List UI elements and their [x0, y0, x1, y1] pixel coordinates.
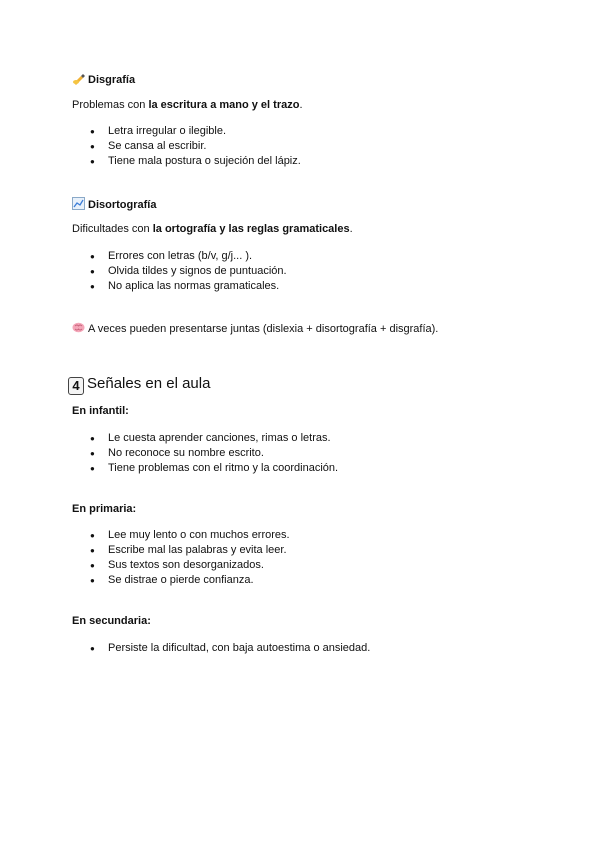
section-title: Señales en el aula — [87, 375, 211, 392]
brain-icon — [72, 321, 85, 334]
chart-icon — [72, 197, 85, 210]
list-item: ● Se cansa al escribir. — [90, 139, 301, 154]
desc-bold: la escritura a mano y el trazo — [148, 99, 300, 111]
list-item: ● Persiste la dificultad, con baja autoestima o ansiedad. — [90, 641, 370, 656]
disgrafia-title: Disgrafía — [88, 74, 136, 86]
disortografia-title: Disortografía — [88, 199, 157, 211]
secundaria-heading: En secundaria: — [72, 615, 151, 627]
list-item: ● Letra irregular o ilegible. — [90, 124, 301, 139]
keycap-number-icon: 4 — [68, 377, 84, 395]
desc-text-end: . — [299, 99, 303, 111]
combined-note — [72, 321, 438, 335]
disgrafia-heading — [72, 72, 135, 86]
disortografia-list — [90, 249, 287, 294]
disgrafia-list — [90, 124, 301, 169]
list-item: ● Escribe mal las palabras y evita leer. — [90, 543, 290, 558]
list-item: ● No reconoce su nombre escrito. — [90, 446, 338, 461]
disgrafia-description — [72, 99, 303, 111]
desc-bold: la ortografía y las reglas gramaticales — [152, 223, 350, 235]
list-item: ● Le cuesta aprender canciones, rimas o letras. — [90, 431, 338, 446]
infantil-heading: En infantil: — [72, 405, 129, 417]
list-item: ● No aplica las normas gramaticales. — [90, 279, 287, 294]
desc-text: Dificultades con — [72, 223, 153, 235]
disortografia-heading — [72, 197, 156, 211]
primaria-list — [90, 528, 290, 588]
list-item: ● Errores con letras (b/v, g/j... ). — [90, 249, 287, 264]
desc-text-end: . — [349, 223, 353, 235]
list-item: ● Se distrae o pierde confianza. — [90, 573, 290, 588]
list-item: ● Lee muy lento o con muchos errores. — [90, 528, 290, 543]
primaria-heading: En primaria: — [72, 503, 137, 515]
writing-hand-icon — [72, 72, 85, 85]
desc-text: Problemas con — [72, 99, 149, 111]
list-item: ● Tiene mala postura o sujeción del lápiz. — [90, 154, 301, 169]
infantil-list — [90, 431, 338, 476]
disortografia-description — [72, 223, 353, 235]
note-text: A veces pueden presentarse juntas (dislexia + disortografía + disgrafía). — [88, 323, 439, 335]
secundaria-list — [90, 641, 370, 656]
list-item: ● Tiene problemas con el ritmo y la coordinación. — [90, 461, 338, 476]
list-item: ● Olvida tildes y signos de puntuación. — [90, 264, 287, 279]
list-item: ● Sus textos son desorganizados. — [90, 558, 290, 573]
section-4-heading — [68, 375, 210, 395]
